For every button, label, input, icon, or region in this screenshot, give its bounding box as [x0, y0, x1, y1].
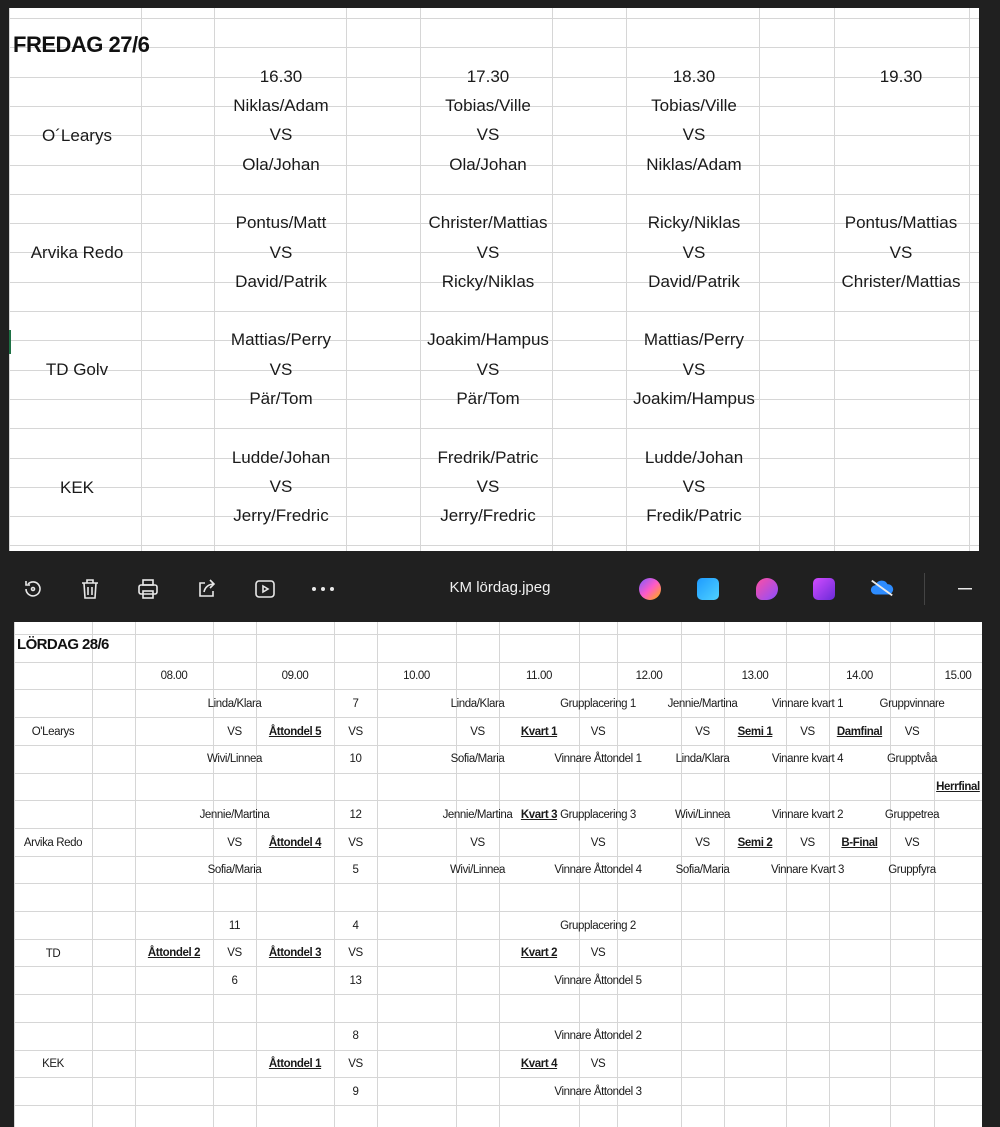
match-cell: VS — [695, 725, 710, 738]
onedrive-icon[interactable] — [869, 575, 895, 601]
time-header: 16.30 — [259, 67, 303, 86]
time-header: 12.00 — [635, 670, 663, 682]
match-cell: VS — [590, 1058, 606, 1071]
match-cell: Kvart 3 — [520, 808, 558, 821]
match-cell: VS — [227, 947, 242, 960]
match-cell: VS — [476, 359, 500, 379]
match-cell: Vinnare Åttondel 1 — [554, 753, 642, 766]
match-cell: David/Patrik — [235, 271, 327, 291]
match-cell: B-Final — [841, 836, 878, 849]
time-header: 08.00 — [160, 670, 188, 682]
match-cell: VS — [590, 725, 606, 738]
gridline-h — [14, 1105, 982, 1106]
gridline-h — [14, 856, 982, 857]
time-header: 11.00 — [526, 670, 552, 682]
match-cell: VS — [904, 725, 920, 738]
gridline-v — [141, 8, 142, 551]
gridline-v — [9, 8, 10, 551]
match-cell: David/Patrik — [648, 271, 740, 291]
match-cell: Jerry/Fredric — [233, 506, 329, 526]
match-cell: Mattias/Perry — [643, 330, 745, 350]
sheet-title: FREDAG 27/6 — [13, 32, 150, 57]
file-name-title: KM lördag.jpeg — [449, 579, 551, 596]
friday-schedule-sheet — [9, 8, 979, 551]
match-cell: Grupplacering 1 — [560, 698, 636, 710]
match-cell: Sofia/Maria — [675, 864, 730, 877]
match-cell: Mattias/Perry — [230, 330, 332, 350]
match-cell: Ricky/Niklas — [647, 213, 741, 233]
group-name: KEK — [59, 477, 95, 497]
match-cell: VS — [800, 836, 815, 849]
gridline-v — [14, 622, 15, 1127]
match-cell: Gruppetrea — [884, 808, 940, 821]
match-cell: VS — [348, 1058, 363, 1071]
photo-editor-icon[interactable] — [697, 578, 719, 600]
match-cell: Niklas/Adam — [233, 96, 329, 115]
delete-icon[interactable] — [77, 576, 103, 602]
time-header: 18.30 — [672, 67, 716, 86]
match-cell: VS — [682, 242, 706, 262]
match-cell: VS — [269, 125, 293, 145]
gridline-h — [14, 662, 982, 663]
match-cell: 9 — [352, 1085, 359, 1098]
match-cell: VS — [682, 476, 706, 496]
match-cell: Vinnare Kvart 3 — [770, 864, 845, 877]
match-cell: Grupplacering 3 — [560, 808, 636, 821]
match-cell: 5 — [352, 864, 359, 877]
group-name: O´Learys — [42, 126, 112, 145]
match-cell: Niklas/Adam — [646, 154, 742, 174]
match-cell: VS — [800, 725, 815, 738]
time-header: 09.00 — [281, 670, 309, 682]
match-cell: Herrfinal — [936, 781, 980, 794]
match-cell: VS — [348, 947, 363, 960]
match-cell: VS — [269, 242, 293, 262]
photo-viewer-toolbar — [0, 557, 1000, 622]
match-cell: Tobias/Ville — [651, 96, 737, 115]
gridline-h — [14, 939, 982, 940]
match-cell: Linda/Klara — [450, 698, 505, 710]
time-header: 13.00 — [741, 670, 769, 682]
gridline-h — [14, 1077, 982, 1078]
saturday-schedule-sheet — [14, 622, 982, 1127]
match-cell: Wivi/Linnea — [206, 753, 263, 766]
match-cell: Jerry/Fredric — [440, 506, 536, 526]
match-cell: 7 — [352, 698, 359, 710]
group-name: TD Golv — [45, 360, 109, 380]
match-cell: Ludde/Johan — [231, 447, 331, 467]
match-cell: Vinnare kvart 2 — [771, 808, 844, 821]
match-cell: Vinnare Åttondel 2 — [554, 1030, 642, 1043]
match-cell: 8 — [352, 1030, 359, 1043]
match-cell: VS — [695, 836, 710, 849]
match-cell: VS — [590, 947, 606, 960]
video-editor-icon[interactable] — [813, 578, 835, 600]
gridline-v — [92, 622, 93, 1127]
gridline-h — [14, 745, 982, 746]
match-cell: Vinnare Åttondel 4 — [554, 864, 642, 877]
match-cell: VS — [269, 476, 293, 496]
match-cell: Christer/Mattias — [841, 271, 961, 291]
match-cell: 11 — [228, 919, 241, 932]
match-cell: Grupptvåa — [886, 753, 938, 766]
match-cell: VS — [476, 125, 500, 145]
gridline-h — [14, 717, 982, 718]
match-cell: Ricky/Niklas — [441, 271, 535, 291]
toolbar-divider — [924, 573, 925, 605]
match-cell: Ola/Johan — [449, 154, 527, 174]
match-cell: 10 — [349, 753, 362, 766]
match-cell: Damfinal — [836, 725, 883, 738]
time-header: 15.00 — [944, 670, 972, 682]
match-cell: Vinanre kvart 4 — [771, 753, 844, 766]
match-cell: Joakim/Hampus — [633, 389, 755, 408]
match-cell: Ola/Johan — [242, 154, 320, 174]
match-cell: Kvart 2 — [520, 947, 558, 960]
match-cell: Christer/Mattias — [428, 213, 548, 233]
group-name: KEK — [42, 1058, 64, 1071]
gridline-h — [14, 773, 982, 774]
match-cell: Fredik/Patric — [646, 506, 742, 526]
match-cell: Semi 2 — [737, 836, 773, 849]
minimize-icon[interactable] — [952, 576, 978, 602]
gridline-h — [14, 1022, 982, 1023]
match-cell: Sofia/Maria — [450, 753, 505, 766]
copilot-icon[interactable] — [639, 578, 661, 600]
gridline-h — [14, 1050, 982, 1051]
match-cell: 13 — [349, 975, 362, 987]
match-cell: VS — [269, 359, 293, 379]
match-cell: Åttondel 5 — [268, 725, 322, 738]
match-cell: Jennie/Martina — [199, 808, 270, 821]
match-cell: Kvart 4 — [520, 1058, 558, 1071]
gridline-h — [14, 634, 982, 635]
match-cell: Vinnare Åttondel 5 — [554, 975, 642, 987]
match-cell: Jennie/Martina — [442, 808, 513, 821]
match-cell: Gruppfyra — [888, 864, 936, 877]
gridline-h — [14, 689, 982, 690]
match-cell: Pär/Tom — [456, 389, 520, 408]
match-cell: Linda/Klara — [207, 698, 262, 710]
match-cell: VS — [227, 836, 242, 849]
match-cell: Tobias/Ville — [445, 96, 531, 115]
match-cell: Åttondel 4 — [268, 836, 322, 849]
time-header: 10.00 — [403, 670, 430, 682]
match-cell: Åttondel 1 — [268, 1058, 322, 1071]
match-cell: 6 — [231, 975, 238, 987]
match-cell: Pontus/Matt — [235, 213, 327, 233]
gridline-v — [135, 622, 136, 1127]
match-cell: VS — [904, 836, 920, 849]
sheet-title: LÖRDAG 28/6 — [17, 636, 109, 653]
match-cell: VS — [476, 242, 500, 262]
match-cell: VS — [348, 725, 363, 738]
gridline-h — [14, 828, 982, 829]
clipchamp-icon[interactable] — [756, 578, 778, 600]
match-cell: Pär/Tom — [249, 389, 313, 408]
print-icon[interactable] — [135, 576, 161, 602]
match-cell: Wivi/Linnea — [674, 808, 731, 821]
match-cell: Vinnare kvart 1 — [771, 698, 844, 710]
match-cell: VS — [476, 476, 500, 496]
more-icon[interactable] — [310, 576, 336, 602]
match-cell: VS — [889, 242, 913, 262]
share-icon[interactable] — [194, 576, 220, 602]
match-cell: Linda/Klara — [675, 753, 730, 766]
match-cell: VS — [227, 725, 242, 738]
group-name: O'Learys — [31, 726, 75, 738]
time-header: 17.30 — [466, 67, 510, 86]
cell-selection-marker — [9, 330, 11, 354]
match-cell: VS — [470, 836, 485, 849]
match-cell: Kvart 1 — [520, 725, 558, 738]
group-name: Arvika Redo — [23, 836, 83, 849]
match-cell: Semi 1 — [737, 725, 773, 738]
match-cell: VS — [348, 836, 363, 849]
match-cell: Gruppvinnare — [879, 698, 945, 710]
match-cell: Jennie/Martina — [667, 698, 738, 710]
match-cell: Sofia/Maria — [207, 864, 262, 877]
time-header: 14.00 — [846, 670, 873, 682]
gridline-h — [14, 994, 982, 995]
gridline-h — [14, 911, 982, 912]
match-cell: VS — [682, 359, 706, 379]
gridline-h — [14, 883, 982, 884]
match-cell: Vinnare Åttondel 3 — [554, 1085, 642, 1098]
match-cell: Ludde/Johan — [644, 447, 744, 467]
match-cell: VS — [590, 836, 606, 849]
time-header: 19.30 — [879, 67, 923, 86]
match-cell: Åttondel 3 — [268, 947, 322, 960]
match-cell: VS — [682, 125, 706, 145]
match-cell: 12 — [349, 808, 362, 821]
gridline-h — [14, 800, 982, 801]
match-cell: Fredrik/Patric — [437, 447, 539, 467]
rotate-icon[interactable] — [20, 576, 46, 602]
match-cell: Åttondel 2 — [147, 947, 201, 960]
match-cell: VS — [470, 725, 485, 738]
match-cell: Wivi/Linnea — [449, 864, 506, 877]
match-cell: Grupplacering 2 — [560, 919, 636, 932]
match-cell: Pontus/Mattias — [844, 213, 958, 233]
slideshow-icon[interactable] — [252, 576, 278, 602]
gridline-h — [14, 966, 982, 967]
group-name: TD — [45, 947, 61, 960]
match-cell: 4 — [352, 919, 359, 932]
match-cell: Joakim/Hampus — [427, 330, 549, 350]
group-name: Arvika Redo — [30, 243, 124, 263]
